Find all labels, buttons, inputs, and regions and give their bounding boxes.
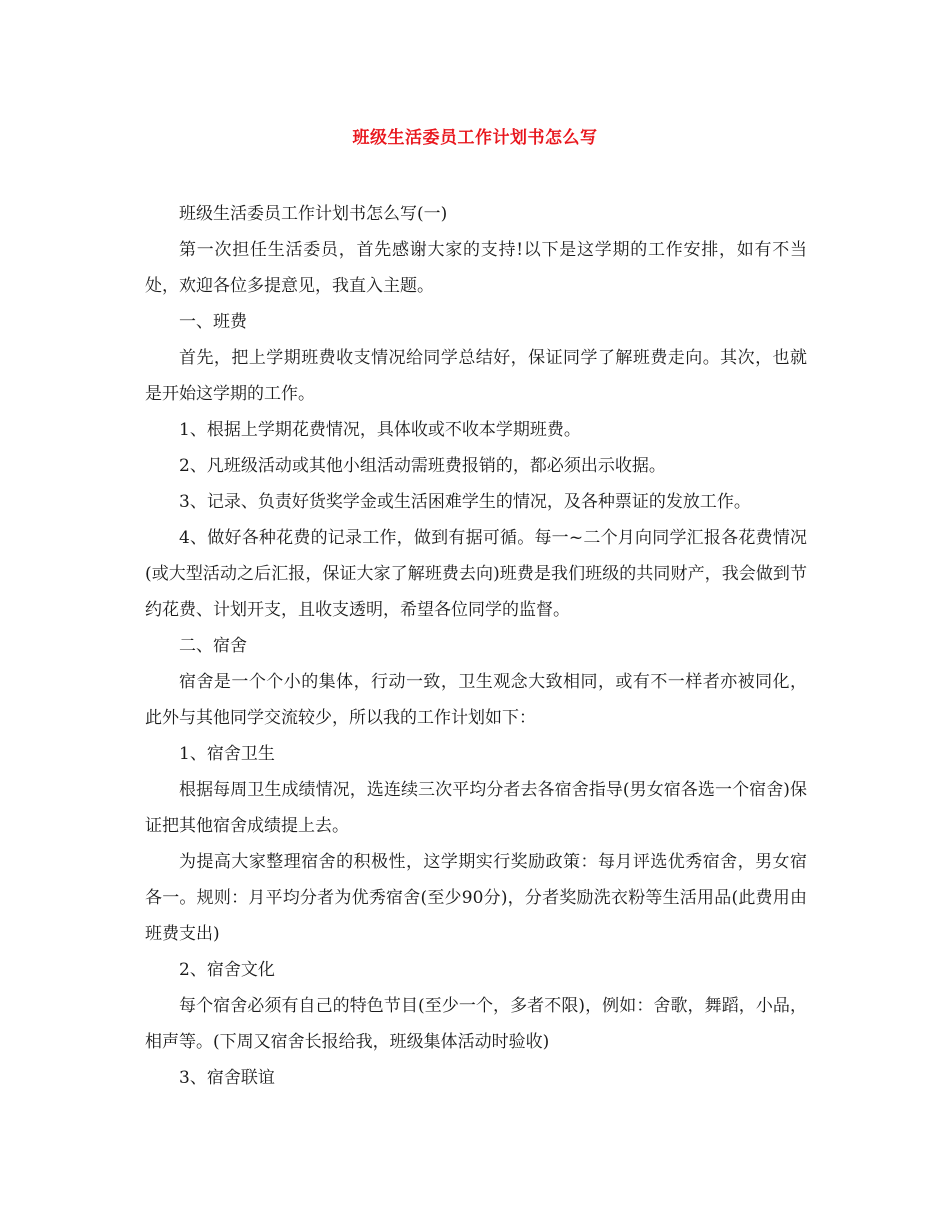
list-item: 3、记录、负责好货奖学金或生活困难学生的情况，及各种票证的发放工作。: [179, 492, 751, 512]
document-title: 班级生活委员工作计划书怎么写: [352, 128, 598, 148]
paragraph: 根据每周卫生成绩情况，选连续三次平均分者去各宿舍指导(男女宿各选一个宿舍)保证把其他宿舍成绩提上去。: [145, 780, 807, 836]
list-item: 1、根据上学期花费情况，具体收或不收本学期班费。: [179, 420, 581, 440]
list-item: 2、凡班级活动或其他小组活动需班费报销的，都必须出示收据。: [179, 456, 666, 476]
document-body: [145, 196, 807, 1096]
list-item: 4、做好各种花费的记录工作，做到有据可循。每一~二个月向同学汇报各花费情况(或大型活动之后汇报，保证大家了解班费去向)班费是我们班级的共同财产，我会做到节约花费、计划开支，且收支透明，希望各位同学的监督。: [145, 528, 807, 620]
paragraph: 宿舍是一个个小的集体，行动一致，卫生观念大致相同，或有不一样者亦被同化，此外与其他同学交流较少，所以我的工作计划如下：: [145, 672, 807, 728]
paragraph-subtitle: 班级生活委员工作计划书怎么写(一): [179, 204, 448, 224]
subheading-dorm-culture: 2、宿舍文化: [179, 960, 275, 980]
paragraph: 每个宿舍必须有自己的特色节目(至少一个，多者不限)，例如：舍歌，舞蹈，小品，相声等。(下周又宿舍长报给我，班级集体活动时验收): [145, 996, 807, 1052]
paragraph-intro: 第一次担任生活委员，首先感谢大家的支持!以下是这学期的工作安排，如有不当处，欢迎各位多提意见，我直入主题。: [145, 240, 807, 296]
paragraph: 首先，把上学期班费收支情况给同学总结好，保证同学了解班费走向。其次，也就是开始这学期的工作。: [145, 348, 807, 404]
section-heading-class-fund: 一、班费: [179, 312, 247, 332]
paragraph: 为提高大家整理宿舍的积极性，这学期实行奖励政策：每月评选优秀宿舍，男女宿各一。规则：月平均分者为优秀宿舍(至少90分)，分者奖励洗衣粉等生活用品(此费用由班费支出): [145, 852, 807, 944]
subheading-dorm-hygiene: 1、宿舍卫生: [179, 744, 275, 764]
subheading-dorm-fellowship: 3、宿舍联谊: [179, 1068, 275, 1088]
section-heading-dormitory: 二、宿舍: [179, 636, 247, 656]
